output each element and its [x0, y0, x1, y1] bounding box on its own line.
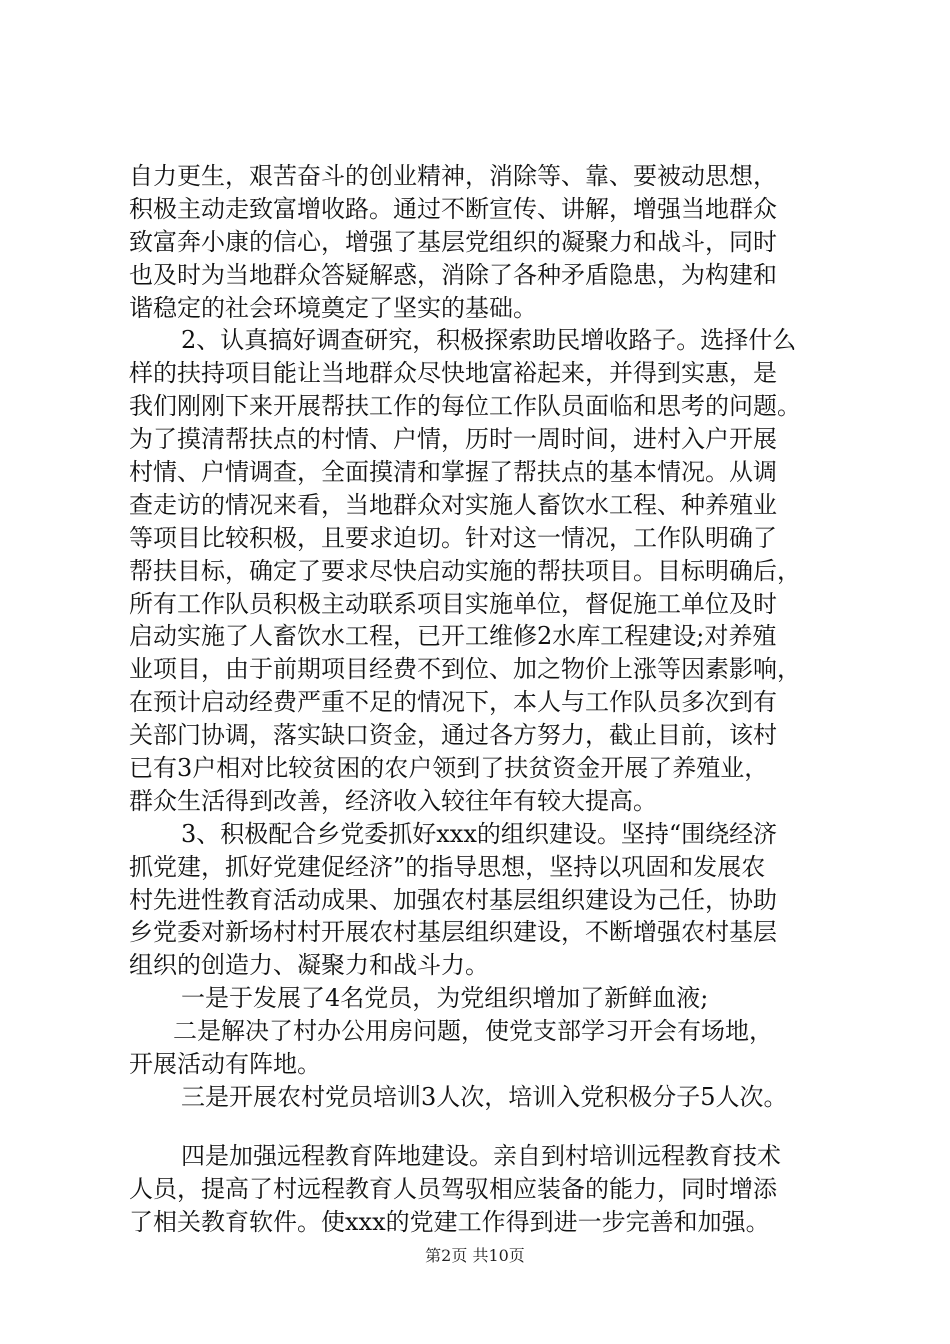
document-body [129, 160, 859, 1239]
text-line: 等项目比较积极，且要求迫切。针对这一情况，工作队明确了 [129, 523, 777, 552]
text-line: 业项目，由于前期项目经费不到位、加之物价上涨等因素影响， [129, 655, 801, 684]
text-line: 开展活动有阵地。 [129, 1050, 321, 1079]
page-number-footer: 第2页 共10页 [425, 1246, 525, 1265]
text-line: 为了摸清帮扶点的村情、户情，历时一周时间，进村入户开展 [129, 425, 777, 454]
text-line: 自力更生，艰苦奋斗的创业精神，消除等、靠、要被动思想， [129, 162, 777, 190]
text-line: 致富奔小康的信心，增强了基层党组织的凝聚力和战斗，同时 [129, 227, 777, 256]
text-line: 谐稳定的社会环境奠定了坚实的基础。 [129, 293, 537, 322]
paragraph-3-heading-line: 3、积极配合乡党委抓好xxx的组织建设。坚持“围绕经济 [181, 819, 778, 848]
text-line: 乡党委对新场村村开展农村基层组织建设，不断增强农村基层 [129, 918, 777, 947]
text-line: 了相关教育软件。使xxx的党建工作得到进一步完善和加强。 [129, 1207, 770, 1236]
list-item-line: 一是于发展了4名党员，为党组织增加了新鲜血液; [181, 984, 709, 1013]
text-line: 抓党建，抓好党建促经济”的指导思想，坚持以巩固和发展农 [129, 852, 766, 881]
text-line: 帮扶目标，确定了要求尽快启动实施的帮扶项目。目标明确后， [129, 556, 801, 585]
text-line: 所有工作队员积极主动联系项目实施单位，督促施工单位及时 [129, 589, 777, 618]
text-line: 村情、户情调查，全面摸清和掌握了帮扶点的基本情况。从调 [129, 458, 777, 487]
text-line: 关部门协调，落实缺口资金，通过各方努力，截止目前，该村 [129, 721, 777, 750]
text-line: 群众生活得到改善，经济收入较往年有较大提高。 [129, 786, 657, 815]
text-line: 人员，提高了村远程教育人员驾驭相应装备的能力，同时增添 [129, 1174, 777, 1203]
paragraph-2-heading-line: 2、认真搞好调查研究，积极探索助民增收路子。选择什么 [181, 326, 797, 355]
text-line: 样的扶持项目能让当地群众尽快地富裕起来，并得到实惠，是 [129, 359, 777, 388]
text-line: 已有3户相对比较贫困的农户领到了扶贫资金开展了养殖业， [129, 754, 769, 783]
text-line: 启动实施了人畜饮水工程，已开工维修2水库工程建设;对养殖 [129, 622, 777, 651]
text-line: 我们刚刚下来开展帮扶工作的每位工作队员面临和思考的问题。 [129, 392, 801, 421]
text-line: 查走访的情况来看，当地群众对实施人畜饮水工程、种养殖业 [129, 490, 777, 519]
text-line: 也及时为当地群众答疑解惑，消除了各种矛盾隐患，为构建和 [129, 260, 777, 289]
list-item-line: 三是开展农村党员培训3人次，培训入党积极分子5人次。 [181, 1082, 788, 1111]
list-item-line: 二是解决了村办公用房问题，使党支部学习开会有场地， [173, 1017, 773, 1046]
text-line: 村先进性教育活动成果、加强农村基层组织建设为己任，协助 [129, 885, 777, 914]
paragraph-gap [129, 1114, 859, 1140]
list-item-line: 四是加强远程教育阵地建设。亲自到村培训远程教育技术 [181, 1141, 781, 1170]
text-line: 在预计启动经费严重不足的情况下，本人与工作队员多次到有 [129, 688, 777, 717]
text-line: 积极主动走致富增收路。通过不断宣传、讲解，增强当地群众 [129, 194, 777, 223]
text-line: 组织的创造力、凝聚力和战斗力。 [129, 951, 489, 980]
